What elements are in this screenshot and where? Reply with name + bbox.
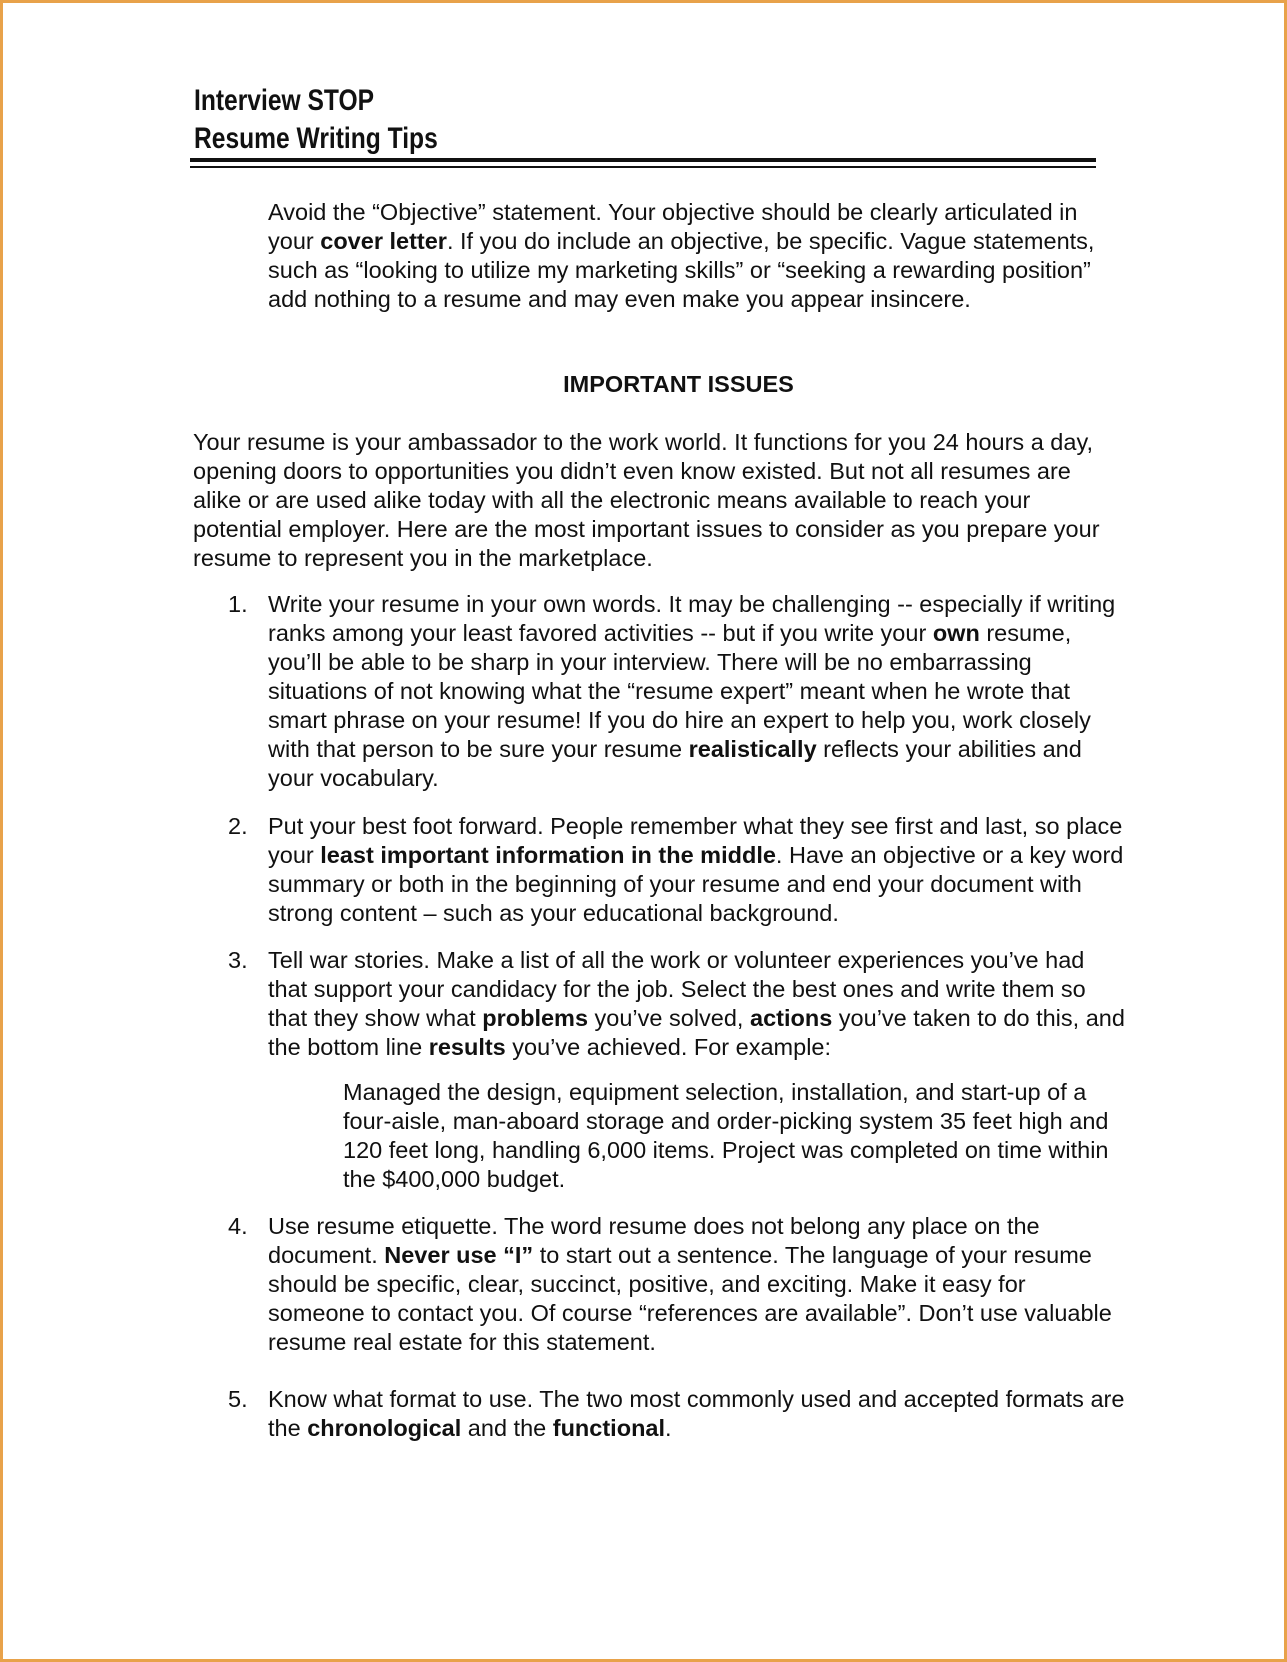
bold-phrase: actions [750,1005,833,1031]
bold-phrase: cover letter [320,228,447,254]
bold-phrase: chronological [307,1415,462,1441]
list-number: 1. [228,591,248,617]
section-heading: IMPORTANT ISSUES [563,371,794,397]
list-item: 4. Use resume etiquette. The word resume does not belong any place on the document. Never use “I” to start out a sentence. The language of your resume should be specific, clear, succinct, positive, and exciting. Make it easy for someone to contact you. Of course “references are available”. Don’t use valuable resume real estate for this statement. [228,1213,1112,1355]
list-item: 2. Put your best foot forward. People remember what they see first and last, so place your least important information in the middle. Have an objective or a key word summary or both in the beginning of your resume and end your document with strong content – such as your educational background. [228,813,1124,926]
list-number: 5. [228,1386,248,1412]
intro-paragraph: Your resume is your ambassador to the work world. It functions for you 24 hours a day, opening doors to opportunities you didn’t even know existed. But not all resumes are alike or are used alike today with all the electronic means available to reach your potential employer. Here are the most important issues to consider as you prepare your resume to represent you in the marketplace. [193,429,1100,571]
header-title: Interview STOP [194,84,375,117]
header-rule-thick [190,158,1096,162]
header-subtitle: Resume Writing Tips [194,122,438,155]
list-number: 2. [228,813,248,839]
list-number: 3. [228,947,248,973]
bold-phrase: results [428,1034,506,1060]
example-block: Managed the design, equipment selection, installation, and start-up of a four-aisle, man-aboard storage and order-picking system 35 feet high and 120 feet long, handling 6,000 items. Project was completed on time within the $400,000 budget. [343,1079,1109,1192]
list-item: 5. Know what format to use. The two most commonly used and accepted formats are the chronological and the functional. [228,1386,1125,1441]
bold-phrase: least important information in the middle [320,842,776,868]
bold-phrase: functional [552,1415,666,1441]
bold-phrase: own [932,620,980,646]
bold-phrase: Never use “I” [384,1242,534,1268]
document-header [194,82,438,158]
list-item: 3. Tell war stories. Make a list of all the work or volunteer experiences you’ve had that support your candidacy for the job. Select the best ones and write them so that they show what problems you’ve solved, actions you’ve taken to do this, and the bottom line results you’ve achieved. For example: [228,947,1125,1060]
bold-phrase: problems [482,1005,589,1031]
list-item: 1. Write your resume in your own words. It may be challenging -- especially if writing ranks among your least favored activities -- but if you write your own resume, you’ll be able to be sharp in your interview. There will be no embarrassing situations of not knowing what the “resume expert” meant when he wrote that smart phrase on your resume! If you do hire an expert to help you, work closely with that person to be sure your resume realistically reflects your abilities and your vocabulary. [228,591,1116,791]
objective-paragraph: Avoid the “Objective” statement. Your objective should be clearly articulated in your cover letter. If you do include an objective, be specific. Vague statements, such as “looking to utilize my marketing skills” or “seeking a rewarding position” add nothing to a resume and may even make you appear insincere. [268,199,1095,312]
header-rule-thin [190,166,1096,168]
bold-phrase: realistically [688,736,817,762]
list-number: 4. [228,1213,248,1239]
